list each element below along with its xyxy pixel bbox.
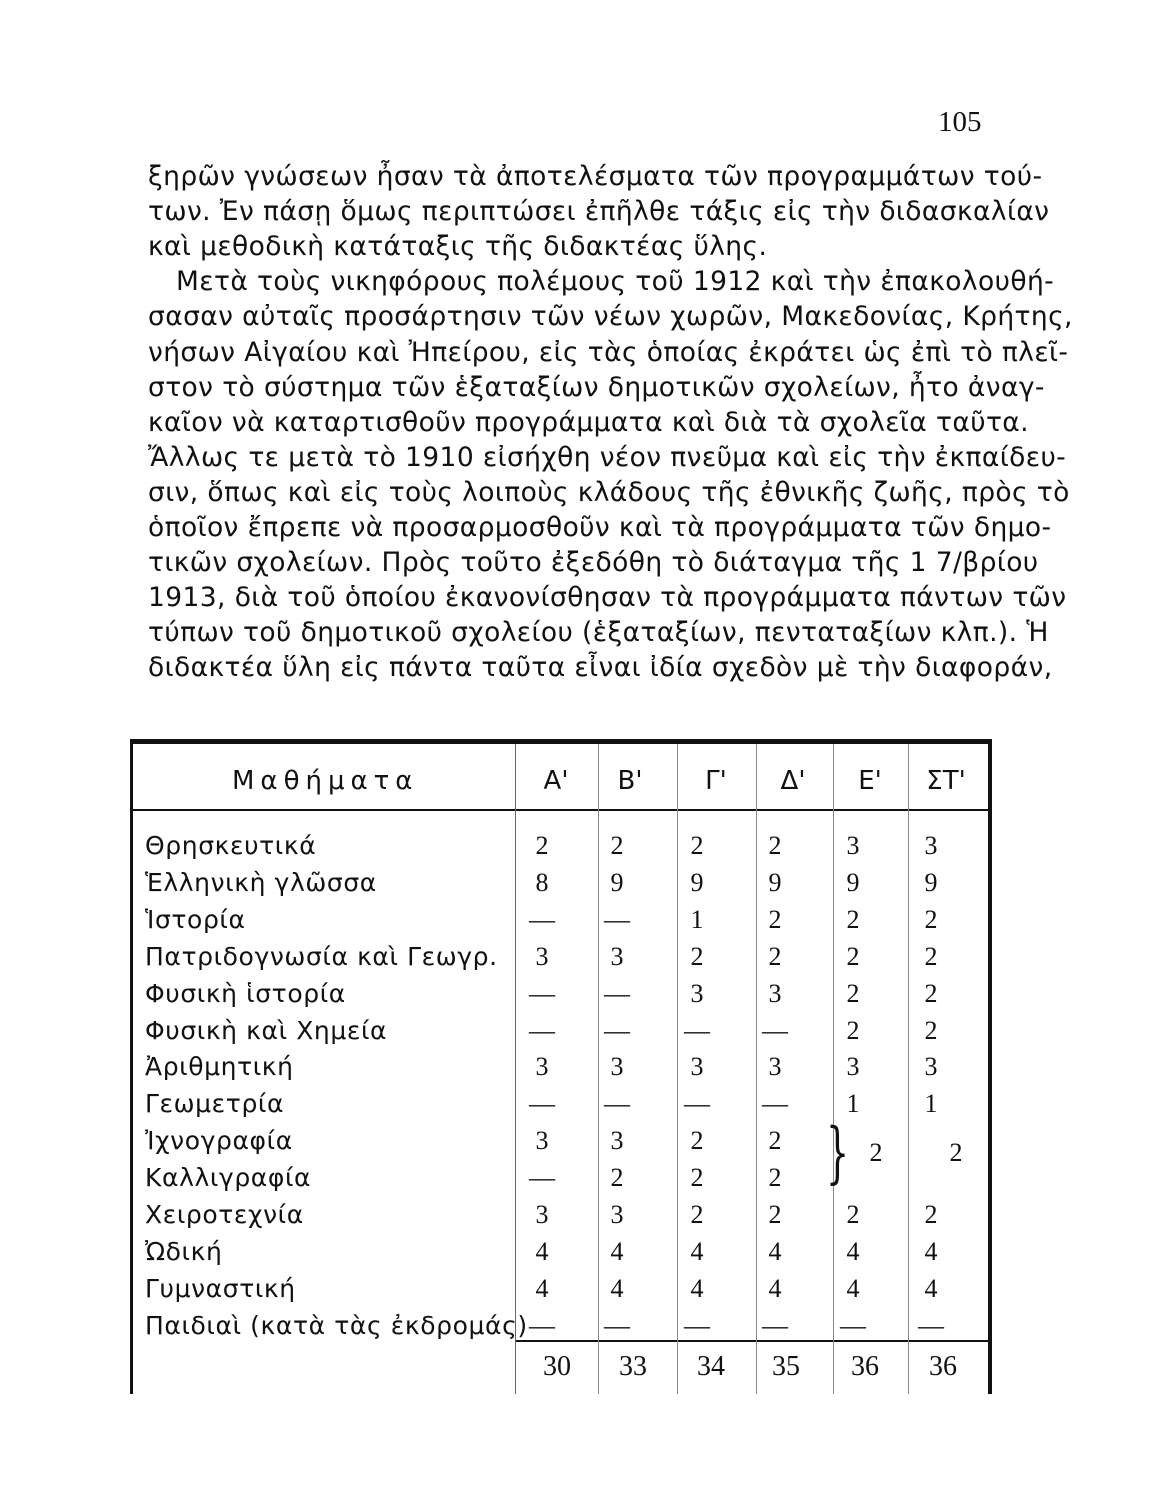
hours-cell: 2 [924,1200,938,1229]
hours-cell: 4 [690,1236,704,1266]
hours-cell: — [604,1089,630,1119]
hours-cell: — [529,1089,555,1119]
hours-cell: 3 [690,978,704,1008]
hours-cell: 4 [846,1273,860,1303]
hours-cell: 2 [924,978,938,1008]
text-line: ὁποῖον ἔπρεπε νὰ προσαρμοσθοῦν καὶ τὰ προγράμματα τῶν δημο- [148,512,1052,543]
text-line: καὶ μεθοδικὴ κατάταξις τῆς διδακτέας ὕλης. [148,231,768,263]
hours-cell: 4 [610,1273,624,1303]
hours-cell: 9 [768,867,782,897]
hours-cell: 3 [535,941,549,971]
hours-cell: 3 [924,831,938,860]
hours-cell: — [604,1015,630,1045]
hours-cell: 1 [924,1089,938,1119]
hours-cell: — [762,1089,788,1119]
hours-cell: 4 [610,1236,624,1266]
subject-cell: Καλλιγραφία [145,1163,312,1193]
hours-cell: — [684,1015,710,1045]
subject-cell: Γυμναστική [145,1273,296,1303]
hours-cell: 3 [610,1126,624,1156]
table-left-rule [130,739,133,1394]
hours-cell: 3 [610,941,624,971]
hours-cell: 2 [768,904,782,934]
text-line: Ἄλλως τε μετὰ τὸ 1910 εἰσήχθη νέον πνεῦμα καὶ εἰς τὴν ἐκπαίδευ- [148,441,1067,473]
subject-cell: Φυσικὴ καὶ Χημεία [145,1015,388,1045]
text-line: διδακτέα ὕλη εἰς πάντα ταῦτα εἶναι ἰδία σχεδὸν μὲ τὴν διαφοράν, [148,652,1053,684]
hours-cell: 1 [846,1089,860,1119]
hours-cell: — [529,1163,555,1193]
hours-cell: 2 [768,1163,782,1193]
total-cell: 33 [619,1351,647,1382]
hours-cell: 2 [768,1126,782,1156]
grade-header: Γ' [705,766,727,796]
total-cell: 36 [851,1351,879,1382]
hours-cell: 2 [846,1200,860,1229]
merged-hours-cell: 2 [869,1138,883,1167]
hours-cell: 4 [846,1236,860,1266]
hours-cell: 4 [768,1273,782,1303]
text-line: νήσων Αἰγαίου καὶ Ἠπείρου, εἰς τὰς ὁποίας ἐκράτει ὡς ἐπὶ τὸ πλεῖ- [148,336,1069,368]
hours-cell: — [529,1310,555,1340]
total-cell: 35 [772,1351,800,1382]
hours-cell: 2 [846,941,860,971]
text-line: ξηρῶν γνώσεων ἦσαν τὰ ἀποτελέσματα τῶν προγραμμάτων τού- [148,161,1043,192]
hours-cell: — [604,1310,630,1340]
hours-cell: — [529,978,555,1008]
hours-cell: 1 [690,904,704,934]
hours-cell: 2 [846,904,860,934]
hours-cell: 2 [690,1163,704,1193]
hours-cell: 8 [535,867,549,897]
subject-cell: Ὠδική [145,1236,223,1266]
hours-cell: 4 [690,1273,704,1303]
hours-cell: — [840,1310,866,1340]
hours-cell: 2 [924,941,938,971]
hours-cell: 3 [846,1052,860,1082]
subject-cell: Χειροτεχνία [145,1200,304,1229]
subject-cell: Θρησκευτικά [145,831,317,860]
hours-cell: — [918,1310,944,1340]
text-line: στον τὸ σύστημα τῶν ἑξαταξίων δημοτικῶν σχολείων, ἦτο ἀναγ- [148,371,1045,403]
hours-cell: 2 [690,1200,704,1229]
text-line: σιν, ὅπως καὶ εἰς τοὺς λοιποὺς κλάδους τῆς ἐθνικῆς ζωῆς, πρὸς τὸ [148,476,1070,508]
hours-cell: 2 [768,831,782,860]
subject-cell: Ἑλληνικὴ γλῶσσα [145,867,377,897]
grade-header: ΣΤ' [926,766,966,796]
hours-cell: 9 [610,867,624,897]
text-line: τικῶν σχολείων. Πρὸς τοῦτο ἐξεδόθη τὸ διάταγμα τῆς 1 7/βρίου [148,547,1039,579]
hours-cell: 4 [924,1236,938,1266]
table-header-rule [132,809,992,811]
total-cell: 36 [929,1351,957,1382]
text-line: καῖον νὰ καταρτισθοῦν προγράμματα καὶ διὰ τὰ σχολεῖα ταῦτα. [148,406,1029,438]
table-top-rule [132,739,992,744]
total-cell: 30 [543,1351,571,1382]
hours-cell: — [604,978,630,1008]
merged-hours-cell: 2 [949,1138,963,1167]
grade-header: Α' [543,766,569,796]
hours-cell: 2 [535,831,549,860]
hours-cell: 2 [768,941,782,971]
hours-cell: 2 [610,1163,624,1193]
hours-cell: 4 [535,1273,549,1303]
subject-cell: Πατριδογνωσία καὶ Γεωγρ. [145,941,498,971]
grade-header: Β' [617,766,643,796]
hours-cell: — [762,1015,788,1045]
hours-cell: 2 [610,831,624,860]
hours-cell: 9 [690,867,704,897]
hours-cell: 3 [846,831,860,860]
hours-cell: 9 [846,867,860,897]
hours-cell: 4 [768,1236,782,1266]
subject-cell: Ἀριθμητική [145,1052,294,1082]
table-header-title: Μαθήματα [232,766,419,796]
hours-cell: 2 [690,831,704,860]
hours-cell: 4 [924,1273,938,1303]
hours-cell: 4 [535,1236,549,1266]
total-cell: 34 [697,1351,725,1382]
hours-cell: 3 [535,1052,549,1082]
hours-cell: 3 [690,1052,704,1082]
hours-cell: — [762,1310,788,1340]
page-number: 105 [938,106,982,138]
grade-header: Ε' [858,766,882,796]
subject-cell: Ἱστορία [145,904,246,934]
text-line: 1913, διὰ τοῦ ὁποίου ἐκανονίσθησαν τὰ προγράμματα πάντων τῶν [148,582,1067,614]
subject-cell: Ἰχνογραφία [145,1126,293,1156]
hours-cell: — [684,1089,710,1119]
text-line: των. Ἐν πάσῃ ὅμως περιπτώσει ἐπῆλθε τάξις εἰς τὴν διδασκαλίαν [148,196,1050,228]
hours-cell: 3 [535,1126,549,1156]
hours-cell: 3 [535,1200,549,1229]
hours-cell: 2 [846,978,860,1008]
hours-cell: 2 [924,904,938,934]
hours-cell: 3 [768,1052,782,1082]
hours-cell: 2 [924,1015,938,1045]
hours-cell: 3 [610,1052,624,1082]
table-right-rule [988,739,992,1394]
grade-header: Δ' [780,766,806,796]
hours-cell: — [604,904,630,934]
hours-cell: 3 [768,978,782,1008]
hours-cell: 9 [924,867,938,897]
subject-cell: Φυσικὴ ἱστορία [145,978,346,1008]
hours-cell: 2 [690,941,704,971]
hours-cell: — [529,904,555,934]
hours-cell: — [684,1310,710,1340]
hours-cell: 2 [846,1015,860,1045]
hours-cell: 3 [610,1200,624,1229]
subject-cell: Γεωμετρία [145,1089,285,1119]
hours-cell: 2 [768,1200,782,1229]
text-line: τύπων τοῦ δημοτικοῦ σχολείου (ἑξαταξίων, πενταταξίων κλπ.). Ἡ [148,617,1049,649]
brace-icon: } [826,1114,850,1191]
hours-cell: — [529,1015,555,1045]
text-line: Μετὰ τοὺς νικηφόρους πολέμους τοῦ 1912 καὶ τὴν ἐπακολουθή- [176,266,1055,298]
hours-cell: 3 [924,1052,938,1082]
hours-cell: 2 [690,1126,704,1156]
text-line: σασαν αὐταῖς προσάρτησιν τῶν νέων χωρῶν, Μακεδονίας, Κρήτης, [148,301,1073,333]
subject-cell: Παιδιαὶ (κατὰ τὰς ἐκδρομάς) [145,1310,528,1340]
